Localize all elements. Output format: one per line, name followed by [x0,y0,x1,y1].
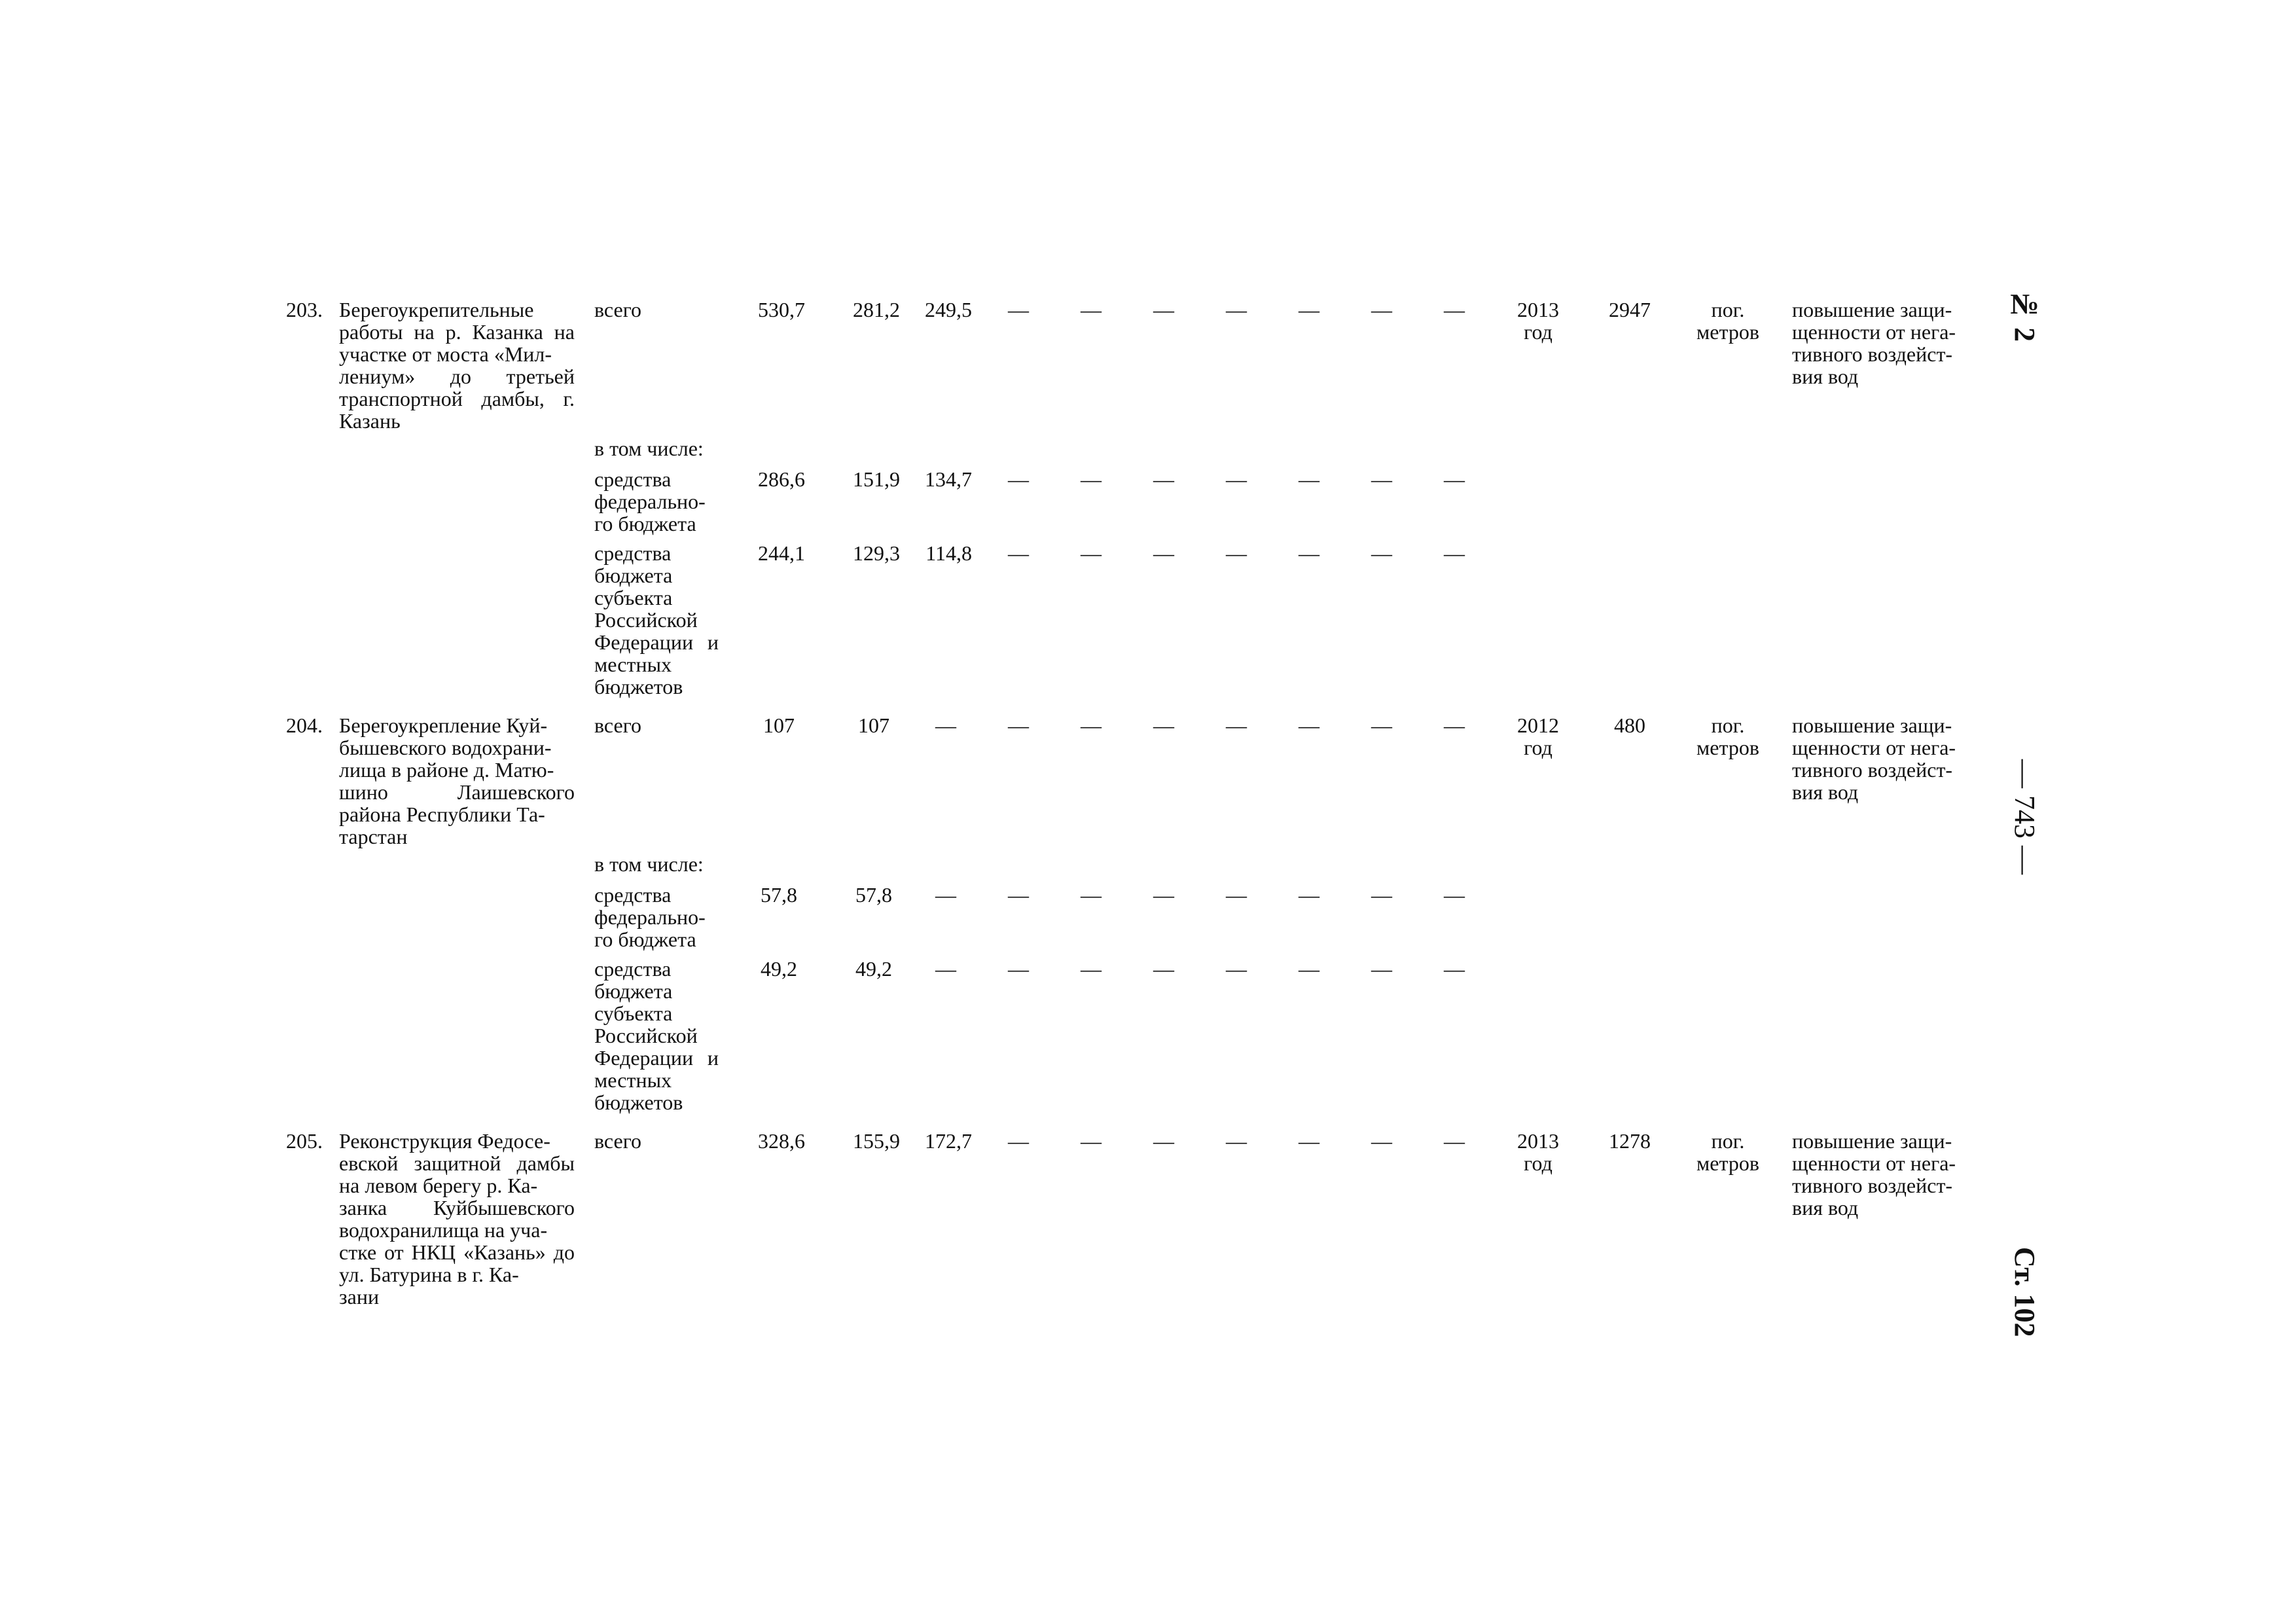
value-2015: — [1081,1129,1102,1153]
value-2016: — [1153,541,1174,565]
including-label: в том числе: [594,852,704,876]
value-2014: — [1008,957,1029,981]
capacity-value: 1278 [1609,1129,1651,1153]
capacity-unit: пог. метров [1696,1129,1759,1175]
expected-result: повышение защи- щенности от нега- тивного воздейст- вия вод [1792,298,1956,388]
value-2018: — [1299,298,1319,321]
expected-result: повышение защи- щенности от нега- тивного воздейст- вия вод [1792,713,1956,804]
value-2019: — [1371,713,1392,737]
value-2012: 151,9 [853,467,900,491]
object-name: Берегоукрепительные работы на р. Казанка на участке от моста «Мил- лениум» до третьей транспортной дамбы, г. Казань [339,298,575,433]
value-2015: — [1081,713,1102,737]
value-2018: — [1299,1129,1319,1153]
value-2012: 129,3 [853,541,900,565]
value-2020: — [1444,298,1465,321]
issue-number: № 2 [2009,288,2041,342]
value-2014: — [1008,883,1029,907]
value-total: 57,8 [761,883,797,907]
value-2020: — [1444,467,1465,491]
value-2016: — [1153,883,1174,907]
row-number: 205. [286,1129,323,1153]
value-2013: 249,5 [925,298,972,321]
value-2020: — [1444,883,1465,907]
funding-label-total: всего [594,298,642,321]
funding-label-total: всего [594,1129,642,1153]
value-2012: 49,2 [855,957,892,981]
value-2020: — [1444,541,1465,565]
value-2020: — [1444,957,1465,981]
value-2016: — [1153,298,1174,321]
value-2018: — [1299,541,1319,565]
value-2015: — [1081,467,1102,491]
value-2016: — [1153,713,1174,737]
value-2015: — [1081,298,1102,321]
value-2016: — [1153,1129,1174,1153]
value-2017: — [1226,541,1247,565]
value-2015: — [1081,541,1102,565]
value-2013: 172,7 [925,1129,972,1153]
funding-label-federal: средства федерально- го бюджета [594,883,706,951]
capacity-value: 480 [1614,713,1645,737]
value-total: 244,1 [758,541,805,565]
value-2017: — [1226,957,1247,981]
value-2019: — [1371,957,1392,981]
article-number: Ст. 102 [2009,1247,2041,1337]
object-name: Берегоукрепление Куй- бышевского водохрани- лища в районе д. Матю- шино Лаишевского района Республики Та- тарстан [339,713,575,848]
value-2019: — [1371,467,1392,491]
value-2018: — [1299,957,1319,981]
capacity-unit: пог. метров [1696,713,1759,759]
value-2012: 107 [858,713,889,737]
including-label: в том числе: [594,437,704,460]
value-2019: — [1371,298,1392,321]
value-2019: — [1371,883,1392,907]
funding-label-federal: средства федерально- го бюджета [594,467,706,535]
page-number: — 743 — [2009,759,2041,875]
value-2016: — [1153,467,1174,491]
value-total: 49,2 [761,957,797,981]
value-2012: 155,9 [853,1129,900,1153]
expected-result: повышение защи- щенности от нега- тивного воздейст- вия вод [1792,1129,1956,1219]
value-2013: 134,7 [925,467,972,491]
value-2017: — [1226,298,1247,321]
value-total: 328,6 [758,1129,805,1153]
row-number: 204. [286,713,323,737]
value-2012: 281,2 [853,298,900,321]
row-number: 203. [286,298,323,321]
value-2015: — [1081,883,1102,907]
value-2018: — [1299,467,1319,491]
value-2014: — [1008,467,1029,491]
value-total: 286,6 [758,467,805,491]
value-2018: — [1299,713,1319,737]
completion-year: 2013 год [1517,1129,1559,1175]
object-name: Реконструкция Федосе- евской защитной дамбы на левом берегу р. Ка- занка Куйбышевского водохранилища на уча- стке от НКЦ «Казань» до ул. Батурина в г. Ка- зани [339,1129,575,1308]
value-2017: — [1226,467,1247,491]
value-2014: — [1008,713,1029,737]
funding-label-regional: средства бюджета субъекта Российской Федерации и местных бюджетов [594,957,719,1114]
value-2017: — [1226,713,1247,737]
completion-year: 2012 год [1517,713,1559,759]
value-2017: — [1226,1129,1247,1153]
value-2012: 57,8 [855,883,892,907]
value-total: 107 [763,713,795,737]
funding-label-total: всего [594,713,642,737]
value-2018: — [1299,883,1319,907]
value-2014: — [1008,298,1029,321]
value-2017: — [1226,883,1247,907]
value-2013: 114,8 [925,541,972,565]
value-2019: — [1371,541,1392,565]
value-2013: — [935,957,956,981]
value-2013: — [935,883,956,907]
value-2020: — [1444,1129,1465,1153]
value-2014: — [1008,1129,1029,1153]
completion-year: 2013 год [1517,298,1559,344]
capacity-unit: пог. метров [1696,298,1759,344]
value-2016: — [1153,957,1174,981]
value-2015: — [1081,957,1102,981]
funding-label-regional: средства бюджета субъекта Российской Федерации и местных бюджетов [594,541,719,698]
capacity-value: 2947 [1609,298,1651,321]
value-2020: — [1444,713,1465,737]
value-total: 530,7 [758,298,805,321]
value-2014: — [1008,541,1029,565]
value-2019: — [1371,1129,1392,1153]
value-2013: — [935,713,956,737]
